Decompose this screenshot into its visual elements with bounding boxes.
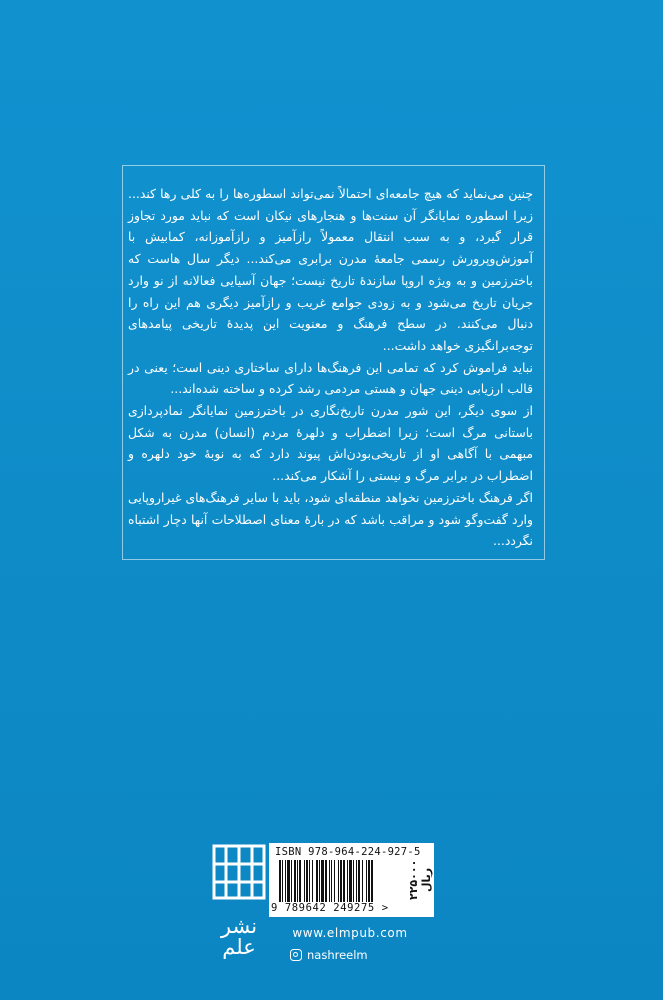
instagram-icon — [290, 949, 302, 961]
publisher-logo-text: نشر علم — [220, 914, 258, 959]
barcode-bar — [316, 860, 318, 902]
barcode-bar — [299, 860, 301, 902]
barcode-bar — [294, 860, 296, 902]
blurb-paragraph-4: اگر فرهنگ باخترزمین نخواهد منطقه‌ای شود، باید با سایر فرهنگ‌های غیراروپایی وارد گفت‌وگو شود و مراقب باشد که در بارهٔ معنای اصطلاحات آنها دچار اشتباه نگردد... — [128, 489, 533, 549]
barcode-bar — [343, 860, 345, 902]
social-handle-text: nashreelm — [307, 948, 368, 962]
barcode-bar — [371, 860, 373, 902]
barcode-bar — [321, 860, 324, 902]
blurb-paragraph-3: از سوی دیگر، این شور مدرن تاریخ‌نگاری در باخترزمین نمایانگر نمادپردازی باستانی مرگ است؛ زیرا اضطراب و دلهرهٔ مردم (انسان) مدرن به شکل مبهمی با آگاهی او از تاریخی‌بودن‌اش پیوند دارد که به نوبهٔ خود دلهره و اضطراب در برابر مرگ و نیستی را آشکار می‌کند... — [128, 403, 533, 484]
barcode-bar — [368, 860, 370, 902]
publisher-website[interactable]: www.elmpub.com — [292, 926, 408, 940]
barcode-bar — [331, 860, 332, 902]
barcode-bar — [287, 860, 290, 902]
barcode-bar — [362, 860, 363, 902]
barcode-bar — [312, 860, 313, 902]
isbn-digits: 9 789642 249275 > — [271, 902, 389, 914]
blurb-text — [128, 183, 533, 552]
barcode-bar — [329, 860, 330, 902]
blurb-paragraph-1: چنین می‌نماید که هیچ جامعه‌ای احتمالاً نمی‌تواند اسطوره‌ها را به کلی رها کند... زیرا اسطوره نمایانگر آن سنت‌ها و هنجارهای نیکان است که نباید مورد تجاوز قرار گیرد، و به سبب انتقال معمولاً رازآمیز و رازآموزانه، کمابیش با آموزش‌وپرورش رسمی جامعهٔ مدرن برابری می‌کند... دیگر سال هاست که باخترزمین و به ویژه اروپا سازندهٔ تاریخ نیست؛ جهان آسیایی فعالانه از نو وارد جریان تاریخ می‌شود و به زودی جوامع غریب و رازآمیز دیگری هم این راه را دنبال می‌کنند. در سطح فرهنگ و معنویت این پدیدهٔ تاریخی پیامدهای توجه‌برانگیزی خواهد داشت... — [128, 186, 533, 353]
barcode-bar — [306, 860, 308, 902]
barcode-bar — [279, 860, 281, 902]
barcode-bar — [349, 860, 352, 902]
barcode-bar — [347, 860, 348, 902]
barcode-bar — [304, 860, 305, 902]
barcode-bar — [319, 860, 320, 902]
social-handle[interactable] — [290, 946, 420, 964]
blurb-paragraph-2: نباید فراموش کرد که تمامی این فرهنگ‌ها دارای ساختاری دینی است؛ یعنی در قالب ارزیابی دینی جهان و هستی مردمی رشد کرده و ساخته شده‌اند... — [128, 359, 533, 397]
barcode-bar — [297, 860, 298, 902]
barcode-bars — [279, 860, 403, 902]
isbn-label: ISBN 978-964-224-927-5 — [275, 846, 421, 858]
barcode-bar — [353, 860, 354, 902]
barcode-bar — [309, 860, 310, 902]
barcode-bar — [358, 860, 360, 902]
barcode-bar — [291, 860, 292, 902]
barcode-bar — [340, 860, 342, 902]
barcode — [269, 843, 434, 917]
barcode-bar — [285, 860, 286, 902]
price-label: ۲۲۵۰۰۰ ریال — [407, 859, 433, 901]
barcode-bar — [334, 860, 335, 902]
barcode-bar — [366, 860, 367, 902]
barcode-bar — [338, 860, 339, 902]
barcode-bar — [325, 860, 327, 902]
barcode-bar — [356, 860, 357, 902]
barcode-bar — [282, 860, 283, 902]
